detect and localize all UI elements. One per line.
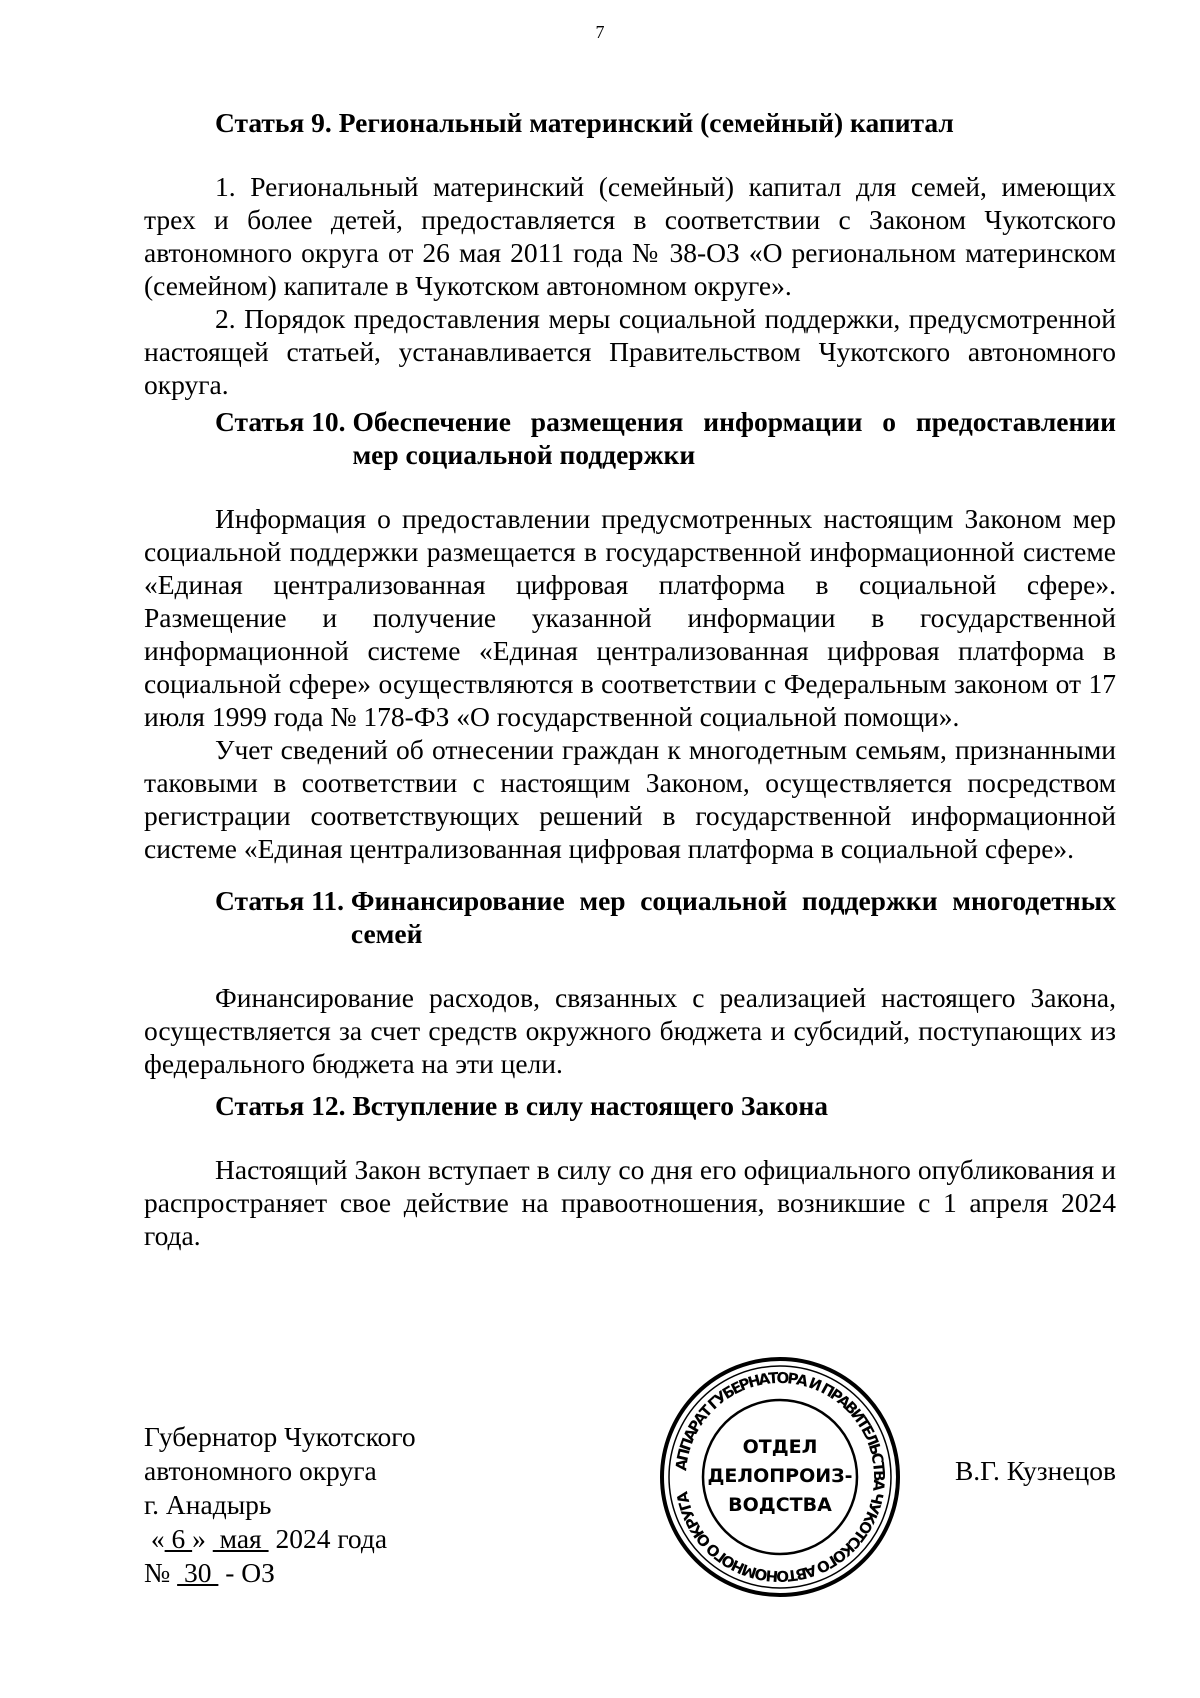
law-number: № 30 - ОЗ [144,1557,275,1588]
article-paragraph: Настоящий Закон вступает в силу со дня его официального опубликования и распространяет свое действие на правоотношения, возникшие с 1 апреля 2024 года. [144,1154,1116,1251]
article-number: Статья 11. [215,885,351,916]
signatory-position-line2: автономного округа [144,1455,377,1486]
article-paragraph: Информация о предоставлении предусмотренных настоящим Законом мер социальной поддержки размещается в государственной информационной системе «Единая централизованная цифровая платформа в социальной сфере». Размещение и получение указанной информации в государственной информационной системе «Единая централизованная цифровая платформа в социальной сфере» осуществляются в соответствии с Федеральным законом от 17 июля 1999 года № 178-ФЗ «О государственной социальной помощи». [144,503,1116,732]
article-number: Статья 12. [215,1090,353,1121]
article-title: Вступление в силу настоящего Закона [352,1090,828,1121]
article-title: Финансирование мер социальной поддержки многодетных семей [350,885,1116,949]
article-heading [144,405,1116,471]
signing-date: « 6 » мая 2024 года [150,1523,388,1554]
stamp-ring-text: АППАРАТ ГУБЕРНАТОРА И ПРАВИТЕЛЬСТВА ЧУКОТСКОГО АВТОНОМНОГО ОКРУГА [672,1368,889,1586]
article-paragraph: Финансирование расходов, связанных с реализацией настоящего Закона, осуществляется за счет средств окружного бюджета и субсидий, поступающих из федерального бюджета на эти цели. [144,982,1116,1079]
article-10 [144,405,1116,865]
date-year: 2024 года [268,1523,388,1554]
article-heading [144,1089,1116,1122]
article-paragraph: Учет сведений об отнесении граждан к многодетным семьям, признанными таковыми в соответствии с настоящим Законом, осуществляется посредством регистрации соответствующих решений в государственной информационной системе «Единая централизованная цифровая платформа в социальной сфере». [144,734,1116,864]
stamp-text-line3: ВОДСТВА [728,1494,832,1516]
article-number: Статья 10. [215,406,353,437]
article-paragraph: 1. Региональный материнский (семейный) капитал для семей, имеющих трех и более детей, предоставляется в соответствии с Законом Чукотского автономного округа от 26 мая 2011 года № 38-ОЗ «О региональном материнском (семейном) капитале в Чукотском автономном округе». [144,171,1116,301]
article-heading [144,884,1116,950]
article-paragraph: 2. Порядок предоставления меры социальной поддержки, предусмотренной настоящей статьей, устанавливается Правительством Чукотского автономного округа. [144,303,1116,400]
signing-city: г. Анадырь [144,1489,272,1520]
stamp-text-line2: ДЕЛОПРОИЗ- [707,1465,853,1487]
signatory-position-line1: Губернатор Чукотского [144,1421,416,1452]
article-title: Обеспечение размещения информации о предоставлении мер социальной поддержки [352,406,1116,470]
article-number: Статья 9. [215,107,339,138]
signature-block [144,1420,416,1590]
date-day: 6 [164,1523,193,1554]
article-12 [144,1089,1116,1252]
article-9 [144,106,1116,401]
article-11 [144,884,1116,1080]
signatory-name: В.Г. Кузнецов [954,1455,1116,1486]
date-month: мая [212,1523,269,1554]
article-heading [144,106,1116,139]
law-number-value: 30 [177,1557,219,1588]
page-number: 7 [595,22,605,42]
article-title: Региональный материнский (семейный) капитал [338,107,954,138]
stamp-text-line1: ОТДЕЛ [742,1436,818,1458]
official-stamp [658,1355,902,1599]
